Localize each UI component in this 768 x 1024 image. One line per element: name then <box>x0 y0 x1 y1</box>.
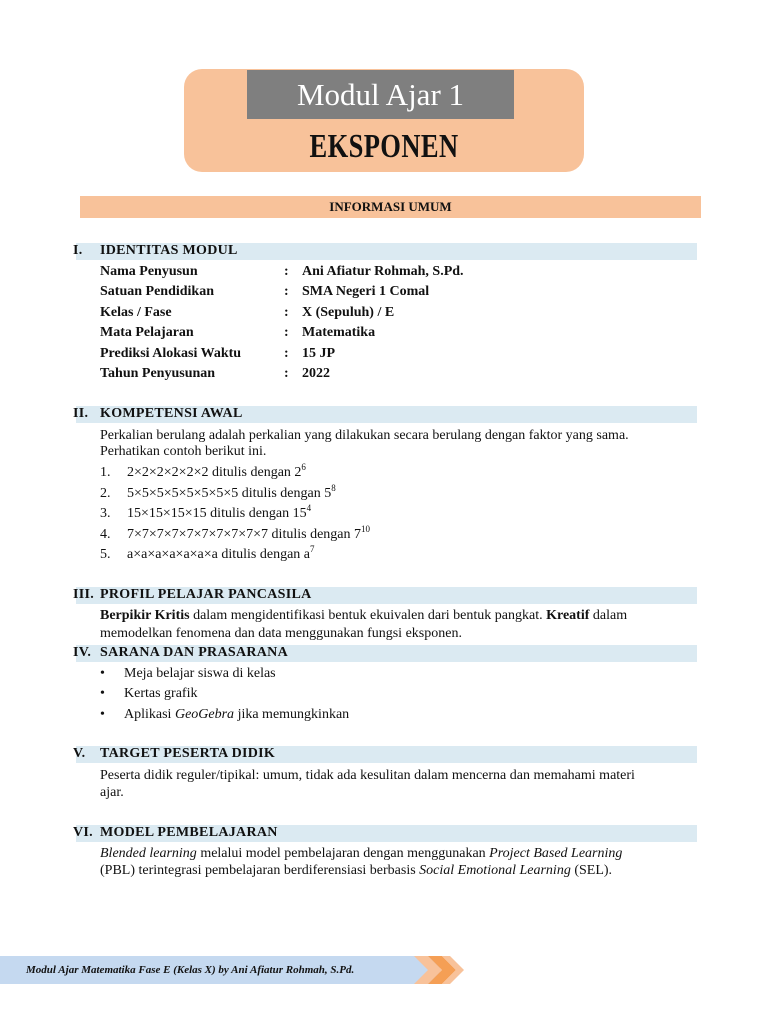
footer-text: Modul Ajar Matematika Fase E (Kelas X) by Ani Afiatur Rohmah, S.Pd. <box>26 964 355 976</box>
list-item: 5. a×a×a×a×a×a×a ditulis dengan $a^7$ <box>100 544 315 562</box>
identity-colon: : <box>284 264 289 279</box>
kompetensi-intro-1: Perkalian berulang adalah perkalian yang dilakukan secara berulang dengan faktor yang sama. <box>100 428 629 443</box>
model-line-1: Blended learning melalui model pembelajaran dengan menggunakan Project Based Learning <box>100 846 623 861</box>
profil-line-2: memodelkan fenomena dan data menggunakan fungsi eksponen. <box>100 626 462 641</box>
identity-label: Prediksi Alokasi Waktu <box>100 346 242 361</box>
section-heading: IV. SARANA DAN PRASARANA <box>73 645 289 660</box>
identity-label: Satuan Pendidikan <box>100 284 214 299</box>
identity-value: 2022 <box>302 366 330 381</box>
identity-colon: : <box>284 325 289 340</box>
section-heading: I. IDENTITAS MODUL <box>73 243 238 258</box>
chevron-arrows-icon <box>414 956 470 984</box>
identity-label: Nama Penyusun <box>100 264 198 279</box>
kompetensi-intro-2: Perhatikan contoh berikut ini. <box>100 444 267 459</box>
identity-value: Ani Afiatur Rohmah, S.Pd. <box>302 264 464 279</box>
section-heading: V. TARGET PESERTA DIDIK <box>73 746 276 761</box>
profil-line-1: Berpikir Kritis dalam mengidentifikasi bentuk ekuivalen dari bentuk pangkat. Kreatif dalam <box>100 608 628 623</box>
model-line-2: (PBL) terintegrasi pembelajaran berdiferensiasi berbasis Social Emotional Learning (SEL). <box>100 863 613 878</box>
identity-value: SMA Negeri 1 Comal <box>302 284 430 299</box>
identity-colon: : <box>284 284 289 299</box>
list-item: 3. 15×15×15×15 ditulis dengan $15^4$ <box>100 503 312 521</box>
list-item: 1. 2×2×2×2×2×2 ditulis dengan $2^6$ <box>100 462 306 480</box>
section-heading: II. KOMPETENSI AWAL <box>73 406 243 421</box>
list-item: • Kertas grafik <box>100 686 198 701</box>
list-item: • Meja belajar siswa di kelas <box>100 666 276 681</box>
target-line-2: ajar. <box>100 785 124 800</box>
identity-colon: : <box>284 305 289 320</box>
module-title: Modul Ajar 1 <box>247 70 514 119</box>
section-heading: VI. MODEL PEMBELAJARAN <box>73 825 278 840</box>
identity-colon: : <box>284 346 289 361</box>
section-heading: III. PROFIL PELAJAR PANCASILA <box>73 587 312 602</box>
list-item: 4. 7×7×7×7×7×7×7×7×7×7 ditulis dengan $7^{10}$ <box>100 524 370 542</box>
topic-title: EKSPONEN <box>309 128 459 165</box>
identity-value: X (Sepuluh) / E <box>302 305 395 320</box>
identity-label: Mata Pelajaran <box>100 325 194 340</box>
list-item: • Aplikasi GeoGebra jika memungkinkan <box>100 707 350 722</box>
identity-value: 15 JP <box>302 346 336 361</box>
identity-label: Kelas / Fase <box>100 305 172 320</box>
identity-colon: : <box>284 366 289 381</box>
identity-value: Matematika <box>302 325 376 340</box>
info-bar: INFORMASI UMUM <box>80 196 701 218</box>
target-line-1: Peserta didik reguler/tipikal: umum, tidak ada kesulitan dalam mencerna dan memahami materi <box>100 768 635 783</box>
identity-label: Tahun Penyusunan <box>100 366 216 381</box>
list-item: 2. 5×5×5×5×5×5×5×5 ditulis dengan $5^8$ <box>100 483 336 501</box>
